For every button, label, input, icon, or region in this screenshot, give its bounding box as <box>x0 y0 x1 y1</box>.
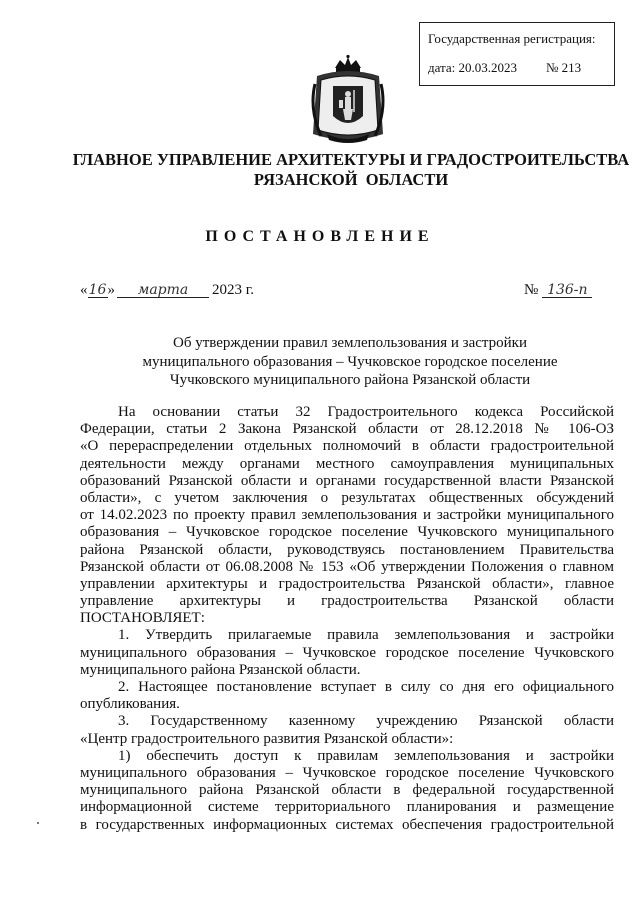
document-number <box>524 282 592 299</box>
registration-details <box>428 60 614 76</box>
document-type-heading: ПОСТАНОВЛЕНИЕ <box>205 228 435 245</box>
date-year: 2023 г. <box>212 282 254 298</box>
document-body <box>80 404 614 834</box>
body-line: муниципального образования – Чучковское городское поселение Чучковского <box>80 764 614 781</box>
body-line: муниципального образования – Чучковское городское поселение Чучковского <box>80 644 614 661</box>
body-line: опубликования. <box>80 696 180 713</box>
margin-dot <box>37 822 39 824</box>
body-line: от 14.02.2023 по проекту правил землепользования и застройки муниципального <box>80 507 614 524</box>
body-line: 1. Утвердить прилагаемые правила землепользования и застройки <box>118 627 614 644</box>
number-prefix: № <box>524 282 539 298</box>
body-line: образований Рязанской области и органами государственной власти Рязанской <box>80 472 614 489</box>
body-line: образования – Чучковское городское поселение Чучковского муниципального <box>80 524 614 541</box>
body-line: управление архитектуры и градостроительства Рязанской области <box>80 593 614 610</box>
body-line: «Центр градостроительного развития Рязанской области»: <box>80 730 454 747</box>
date-day: 16 <box>88 282 107 298</box>
document-date <box>80 282 254 299</box>
registration-number: № 213 <box>546 60 582 75</box>
body-line: муниципального района Рязанской области в федеральной государственной <box>80 782 614 799</box>
registration-date: дата: 20.03.2023 <box>428 60 518 75</box>
organization-name-line2: РЯЗАНСКОЙ ОБЛАСТИ <box>253 170 449 189</box>
ryazan-coat-of-arms-icon <box>307 54 389 146</box>
body-line: 3. Государственному казенному учреждению Рязанской области <box>118 713 614 730</box>
body-line: области», с учетом заключения о результатах общественных обсуждений <box>80 489 614 506</box>
body-line: Федерации, статьи 2 Закона Рязанской области от 28.12.2018 № 106-ОЗ <box>80 421 614 438</box>
registration-title: Государственная регистрация: <box>428 31 596 46</box>
body-line: управлении архитектуры и градостроительства Рязанской области», главное <box>80 575 614 592</box>
date-open-quote: « <box>80 282 88 298</box>
body-line: 2. Настоящее постановление вступает в силу со дня его официального <box>118 679 614 695</box>
body-line: муниципального района Рязанской области. <box>80 661 361 678</box>
title-line: муниципального образования – Чучковское городское поселение <box>142 353 558 370</box>
body-line: деятельности между органами местного самоуправления муниципальных <box>80 455 614 472</box>
title-line: Чучковского муниципального района Рязанской области <box>169 372 531 388</box>
number-value: 136-п <box>542 283 592 298</box>
body-line: 1) обеспечить доступ к правилам землепользования и застройки <box>118 747 614 764</box>
body-line: На основании статьи 32 Градостроительного кодекса Российской <box>118 404 614 420</box>
body-line: информационной системе территориального планирования и размещение <box>80 799 614 816</box>
body-line: Рязанской области от 06.08.2008 № 153 «Об утверждении Положения о главном <box>80 558 614 575</box>
date-month: марта <box>117 283 209 298</box>
body-line: «О перераспределении отдельных полномочий в области градостроительной <box>80 438 614 455</box>
organization-name-line1: ГЛАВНОЕ УПРАВЛЕНИЕ АРХИТЕКТУРЫ И ГРАДОСТРОИТЕЛЬСТВА <box>72 150 630 169</box>
registration-stamp <box>419 22 615 86</box>
body-line: района Рязанской области, руководствуясь постановлением Правительства <box>80 541 614 558</box>
body-line: ПОСТАНОВЛЯЕТ: <box>80 610 205 627</box>
body-line: в государственных информационных системах обеспечения градостроительной <box>80 816 614 833</box>
date-close-quote: » <box>107 282 115 298</box>
document-title <box>80 334 620 390</box>
title-line: Об утверждении правил землепользования и застройки <box>173 335 527 351</box>
